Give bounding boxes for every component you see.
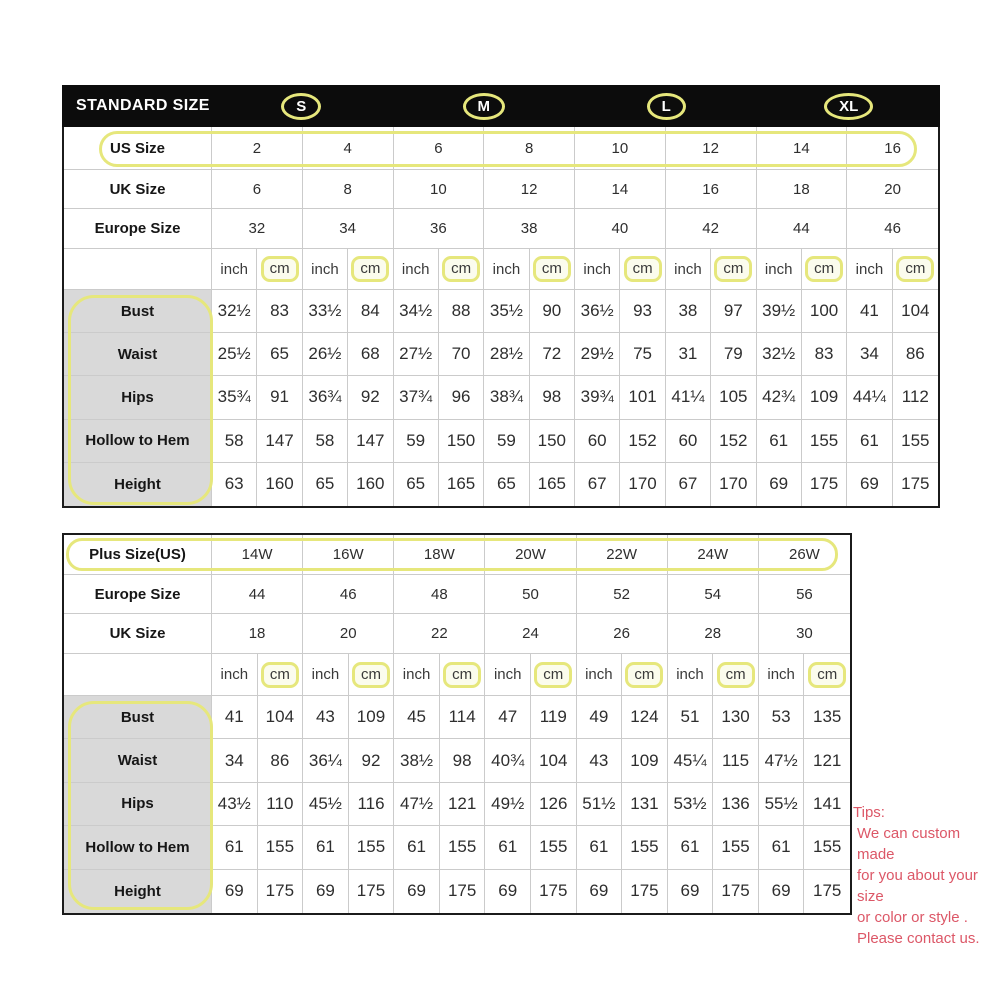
bust-inch-value: 36½ bbox=[575, 290, 620, 333]
height-cm-value: 175 bbox=[804, 870, 850, 913]
europe-size-value: 38 bbox=[484, 209, 575, 249]
height-cm-value: 165 bbox=[530, 463, 575, 506]
cm-highlight-box: cm bbox=[534, 662, 572, 688]
hollow-to-hem-inch-value: 61 bbox=[303, 826, 349, 869]
hollow-to-hem-cm-value: 147 bbox=[257, 420, 302, 463]
cm-unit-cell bbox=[622, 654, 668, 696]
tips-lines bbox=[853, 823, 999, 949]
bust-inch-value: 39½ bbox=[757, 290, 802, 333]
cm-unit-cell bbox=[620, 249, 665, 290]
waist-inch-value: 29½ bbox=[575, 333, 620, 376]
europe-size-value: 46 bbox=[303, 575, 394, 614]
hollow-to-hem-cm-value: 150 bbox=[439, 420, 484, 463]
hollow-to-hem-inch-value: 60 bbox=[575, 420, 620, 463]
inch-unit-label: inch bbox=[577, 654, 623, 696]
waist-inch-value: 26½ bbox=[303, 333, 348, 376]
us-size-value: 6 bbox=[394, 127, 485, 170]
bust-cm-value: 97 bbox=[711, 290, 756, 333]
row-label-waist: Waist bbox=[64, 333, 212, 376]
bust-inch-value: 33½ bbox=[303, 290, 348, 333]
hollow-to-hem-cm-value: 155 bbox=[440, 826, 486, 869]
inch-unit-label: inch bbox=[668, 654, 714, 696]
bust-inch-value: 43 bbox=[303, 696, 349, 739]
standard-size-table bbox=[62, 85, 940, 508]
cm-unit-cell bbox=[531, 654, 577, 696]
uk-size-value: 18 bbox=[757, 170, 848, 209]
height-inch-value: 69 bbox=[577, 870, 623, 913]
inch-unit-label: inch bbox=[212, 654, 258, 696]
europe-size-value: 34 bbox=[303, 209, 394, 249]
bust-cm-value: 83 bbox=[257, 290, 302, 333]
height-inch-value: 67 bbox=[575, 463, 620, 506]
bust-cm-value: 135 bbox=[804, 696, 850, 739]
inch-unit-label: inch bbox=[394, 249, 439, 290]
size-group-badges bbox=[210, 93, 940, 120]
waist-cm-value: 65 bbox=[257, 333, 302, 376]
unit-row-label bbox=[64, 249, 212, 290]
bust-inch-value: 41 bbox=[847, 290, 892, 333]
height-cm-value: 170 bbox=[711, 463, 756, 506]
hips-inch-value: 35¾ bbox=[212, 376, 257, 419]
us-size-value: 12 bbox=[666, 127, 757, 170]
height-cm-value: 175 bbox=[802, 463, 847, 506]
hollow-to-hem-cm-value: 147 bbox=[348, 420, 393, 463]
size-group-l bbox=[575, 93, 758, 120]
inch-unit-label: inch bbox=[303, 249, 348, 290]
height-cm-value: 175 bbox=[622, 870, 668, 913]
cm-unit-cell bbox=[348, 249, 393, 290]
cm-unit-cell bbox=[893, 249, 938, 290]
inch-unit-label: inch bbox=[666, 249, 711, 290]
waist-cm-value: 68 bbox=[348, 333, 393, 376]
standard-size-grid bbox=[62, 127, 940, 508]
hips-inch-value: 53½ bbox=[668, 783, 714, 826]
us-size-value: 8 bbox=[484, 127, 575, 170]
height-inch-value: 65 bbox=[303, 463, 348, 506]
uk-size-value: 20 bbox=[847, 170, 938, 209]
height-cm-value: 175 bbox=[893, 463, 938, 506]
plus-size-us-value: 24W bbox=[668, 535, 759, 575]
plus-size-grid bbox=[62, 533, 852, 915]
uk-size-value: 18 bbox=[212, 614, 303, 654]
row-label-plus-size-us: Plus Size(US) bbox=[64, 535, 212, 575]
hips-cm-value: 141 bbox=[804, 783, 850, 826]
waist-inch-value: 32½ bbox=[757, 333, 802, 376]
standard-size-header-banner bbox=[62, 85, 940, 127]
cm-highlight-box: cm bbox=[896, 256, 934, 282]
size-group-s bbox=[210, 93, 393, 120]
bust-cm-value: 88 bbox=[439, 290, 484, 333]
hips-cm-value: 101 bbox=[620, 376, 665, 419]
size-group-xl bbox=[758, 93, 941, 120]
height-inch-value: 69 bbox=[847, 463, 892, 506]
height-cm-value: 175 bbox=[713, 870, 759, 913]
uk-size-value: 6 bbox=[212, 170, 303, 209]
height-cm-value: 175 bbox=[258, 870, 304, 913]
tips-line: for you about your size bbox=[857, 867, 978, 905]
hollow-to-hem-cm-value: 155 bbox=[622, 826, 668, 869]
bust-cm-value: 84 bbox=[348, 290, 393, 333]
row-label-uk-size: UK Size bbox=[64, 614, 212, 654]
cm-unit-cell bbox=[713, 654, 759, 696]
hollow-to-hem-cm-value: 152 bbox=[711, 420, 756, 463]
waist-cm-value: 92 bbox=[349, 739, 395, 782]
cm-highlight-box: cm bbox=[261, 256, 299, 282]
row-label-uk-size: UK Size bbox=[64, 170, 212, 209]
cm-highlight-box: cm bbox=[624, 256, 662, 282]
cm-unit-cell bbox=[440, 654, 486, 696]
waist-cm-value: 115 bbox=[713, 739, 759, 782]
waist-inch-value: 45¼ bbox=[668, 739, 714, 782]
hips-inch-value: 39¾ bbox=[575, 376, 620, 419]
us-size-value: 4 bbox=[303, 127, 394, 170]
height-cm-value: 175 bbox=[349, 870, 395, 913]
bust-inch-value: 53 bbox=[759, 696, 805, 739]
inch-unit-label: inch bbox=[484, 249, 529, 290]
bust-cm-value: 114 bbox=[440, 696, 486, 739]
plus-size-us-value: 22W bbox=[577, 535, 668, 575]
bust-cm-value: 93 bbox=[620, 290, 665, 333]
europe-size-value: 52 bbox=[577, 575, 668, 614]
bust-inch-value: 41 bbox=[212, 696, 258, 739]
hips-cm-value: 109 bbox=[802, 376, 847, 419]
us-size-value: 2 bbox=[212, 127, 303, 170]
size-badge-xl-oval: XL bbox=[824, 93, 873, 120]
height-cm-value: 175 bbox=[440, 870, 486, 913]
bust-cm-value: 119 bbox=[531, 696, 577, 739]
waist-inch-value: 34 bbox=[847, 333, 892, 376]
waist-cm-value: 109 bbox=[622, 739, 668, 782]
bust-cm-value: 109 bbox=[349, 696, 395, 739]
hollow-to-hem-inch-value: 61 bbox=[394, 826, 440, 869]
hollow-to-hem-cm-value: 155 bbox=[349, 826, 395, 869]
size-group-m bbox=[393, 93, 576, 120]
hollow-to-hem-inch-value: 61 bbox=[668, 826, 714, 869]
europe-size-value: 44 bbox=[757, 209, 848, 249]
row-label-waist: Waist bbox=[64, 739, 212, 782]
hips-inch-value: 55½ bbox=[759, 783, 805, 826]
height-inch-value: 67 bbox=[666, 463, 711, 506]
inch-unit-label: inch bbox=[303, 654, 349, 696]
bust-inch-value: 49 bbox=[577, 696, 623, 739]
europe-size-value: 42 bbox=[666, 209, 757, 249]
hips-cm-value: 121 bbox=[440, 783, 486, 826]
row-label-hips: Hips bbox=[64, 783, 212, 826]
hips-inch-value: 36¾ bbox=[303, 376, 348, 419]
height-cm-value: 160 bbox=[257, 463, 302, 506]
height-inch-value: 69 bbox=[668, 870, 714, 913]
hips-cm-value: 131 bbox=[622, 783, 668, 826]
waist-cm-value: 79 bbox=[711, 333, 756, 376]
hollow-to-hem-cm-value: 155 bbox=[804, 826, 850, 869]
hips-cm-value: 92 bbox=[348, 376, 393, 419]
size-badge-s-oval: S bbox=[281, 93, 321, 120]
bust-inch-value: 32½ bbox=[212, 290, 257, 333]
europe-size-value: 44 bbox=[212, 575, 303, 614]
hips-inch-value: 42¾ bbox=[757, 376, 802, 419]
height-inch-value: 69 bbox=[212, 870, 258, 913]
hollow-to-hem-cm-value: 150 bbox=[530, 420, 575, 463]
uk-size-value: 20 bbox=[303, 614, 394, 654]
row-label-europe-size: Europe Size bbox=[64, 209, 212, 249]
uk-size-value: 10 bbox=[394, 170, 485, 209]
hollow-to-hem-inch-value: 61 bbox=[485, 826, 531, 869]
hollow-to-hem-cm-value: 155 bbox=[893, 420, 938, 463]
waist-cm-value: 86 bbox=[893, 333, 938, 376]
hips-cm-value: 126 bbox=[531, 783, 577, 826]
cm-unit-cell bbox=[711, 249, 756, 290]
row-label-height: Height bbox=[64, 870, 212, 913]
hollow-to-hem-inch-value: 59 bbox=[484, 420, 529, 463]
bust-cm-value: 104 bbox=[258, 696, 304, 739]
waist-cm-value: 72 bbox=[530, 333, 575, 376]
height-inch-value: 69 bbox=[759, 870, 805, 913]
row-label-europe-size: Europe Size bbox=[64, 575, 212, 614]
hips-inch-value: 37¾ bbox=[394, 376, 439, 419]
uk-size-value: 24 bbox=[485, 614, 576, 654]
hollow-to-hem-inch-value: 61 bbox=[759, 826, 805, 869]
row-label-hollow-to-hem: Hollow to Hem bbox=[64, 420, 212, 463]
europe-size-value: 36 bbox=[394, 209, 485, 249]
bust-inch-value: 35½ bbox=[484, 290, 529, 333]
row-label-hollow-to-hem: Hollow to Hem bbox=[64, 826, 212, 869]
cm-highlight-box: cm bbox=[717, 662, 755, 688]
inch-unit-label: inch bbox=[759, 654, 805, 696]
hips-inch-value: 47½ bbox=[394, 783, 440, 826]
plus-size-us-value: 26W bbox=[759, 535, 850, 575]
cm-highlight-box: cm bbox=[351, 256, 389, 282]
cm-unit-cell bbox=[258, 654, 304, 696]
height-cm-value: 165 bbox=[439, 463, 484, 506]
hollow-to-hem-cm-value: 155 bbox=[802, 420, 847, 463]
hips-inch-value: 49½ bbox=[485, 783, 531, 826]
waist-cm-value: 75 bbox=[620, 333, 665, 376]
europe-size-value: 32 bbox=[212, 209, 303, 249]
tips-title: Tips: bbox=[853, 804, 885, 821]
size-badge-l-oval: L bbox=[647, 93, 686, 120]
row-label-us-size: US Size bbox=[64, 127, 212, 170]
us-size-value: 16 bbox=[847, 127, 938, 170]
hollow-to-hem-inch-value: 61 bbox=[212, 826, 258, 869]
size-badge-m-oval: M bbox=[463, 93, 506, 120]
hollow-to-hem-inch-value: 61 bbox=[757, 420, 802, 463]
waist-inch-value: 43 bbox=[577, 739, 623, 782]
bust-cm-value: 100 bbox=[802, 290, 847, 333]
waist-cm-value: 70 bbox=[439, 333, 484, 376]
bust-cm-value: 124 bbox=[622, 696, 668, 739]
hollow-to-hem-cm-value: 155 bbox=[531, 826, 577, 869]
uk-size-value: 12 bbox=[484, 170, 575, 209]
unit-row-label bbox=[64, 654, 212, 696]
cm-highlight-box: cm bbox=[714, 256, 752, 282]
height-inch-value: 69 bbox=[485, 870, 531, 913]
hollow-to-hem-cm-value: 155 bbox=[258, 826, 304, 869]
cm-highlight-box: cm bbox=[805, 256, 843, 282]
plus-size-us-value: 18W bbox=[394, 535, 485, 575]
height-inch-value: 69 bbox=[757, 463, 802, 506]
cm-highlight-box: cm bbox=[808, 662, 846, 688]
waist-inch-value: 38½ bbox=[394, 739, 440, 782]
height-inch-value: 69 bbox=[303, 870, 349, 913]
uk-size-value: 14 bbox=[575, 170, 666, 209]
plus-size-us-value: 14W bbox=[212, 535, 303, 575]
height-cm-value: 170 bbox=[620, 463, 665, 506]
hips-cm-value: 116 bbox=[349, 783, 395, 826]
uk-size-value: 30 bbox=[759, 614, 850, 654]
europe-size-value: 48 bbox=[394, 575, 485, 614]
hips-cm-value: 136 bbox=[713, 783, 759, 826]
hips-cm-value: 96 bbox=[439, 376, 484, 419]
row-label-bust: Bust bbox=[64, 696, 212, 739]
bust-inch-value: 45 bbox=[394, 696, 440, 739]
hips-inch-value: 44¼ bbox=[847, 376, 892, 419]
uk-size-value: 22 bbox=[394, 614, 485, 654]
tips-line: Please contact us. bbox=[857, 930, 980, 947]
cm-highlight-box: cm bbox=[261, 662, 299, 688]
tips-note bbox=[853, 802, 999, 949]
hips-cm-value: 105 bbox=[711, 376, 756, 419]
height-inch-value: 63 bbox=[212, 463, 257, 506]
hollow-to-hem-inch-value: 59 bbox=[394, 420, 439, 463]
height-cm-value: 160 bbox=[348, 463, 393, 506]
waist-cm-value: 121 bbox=[804, 739, 850, 782]
height-cm-value: 175 bbox=[531, 870, 577, 913]
cm-unit-cell bbox=[804, 654, 850, 696]
standard-size-title: STANDARD SIZE bbox=[76, 97, 210, 114]
europe-size-value: 46 bbox=[847, 209, 938, 249]
europe-size-value: 40 bbox=[575, 209, 666, 249]
waist-cm-value: 104 bbox=[531, 739, 577, 782]
waist-inch-value: 36¼ bbox=[303, 739, 349, 782]
cm-unit-cell bbox=[439, 249, 484, 290]
inch-unit-label: inch bbox=[757, 249, 802, 290]
hips-inch-value: 38¾ bbox=[484, 376, 529, 419]
height-inch-value: 69 bbox=[394, 870, 440, 913]
bust-cm-value: 130 bbox=[713, 696, 759, 739]
waist-cm-value: 98 bbox=[440, 739, 486, 782]
hips-inch-value: 45½ bbox=[303, 783, 349, 826]
inch-unit-label: inch bbox=[485, 654, 531, 696]
cm-unit-cell bbox=[349, 654, 395, 696]
waist-inch-value: 27½ bbox=[394, 333, 439, 376]
hollow-to-hem-inch-value: 58 bbox=[303, 420, 348, 463]
cm-highlight-box: cm bbox=[625, 662, 663, 688]
hollow-to-hem-inch-value: 61 bbox=[847, 420, 892, 463]
europe-size-value: 50 bbox=[485, 575, 576, 614]
cm-unit-cell bbox=[257, 249, 302, 290]
cm-highlight-box: cm bbox=[533, 256, 571, 282]
bust-cm-value: 104 bbox=[893, 290, 938, 333]
hollow-to-hem-cm-value: 152 bbox=[620, 420, 665, 463]
waist-inch-value: 34 bbox=[212, 739, 258, 782]
row-label-height: Height bbox=[64, 463, 212, 506]
uk-size-value: 28 bbox=[668, 614, 759, 654]
us-size-value: 14 bbox=[757, 127, 848, 170]
inch-unit-label: inch bbox=[847, 249, 892, 290]
waist-inch-value: 31 bbox=[666, 333, 711, 376]
cm-highlight-box: cm bbox=[442, 256, 480, 282]
hips-cm-value: 98 bbox=[530, 376, 575, 419]
hips-inch-value: 43½ bbox=[212, 783, 258, 826]
bust-inch-value: 47 bbox=[485, 696, 531, 739]
tips-line: or color or style . bbox=[857, 909, 968, 926]
bust-inch-value: 51 bbox=[668, 696, 714, 739]
europe-size-value: 56 bbox=[759, 575, 850, 614]
row-label-bust: Bust bbox=[64, 290, 212, 333]
plus-size-table bbox=[62, 533, 852, 915]
plus-size-us-value: 20W bbox=[485, 535, 576, 575]
waist-inch-value: 28½ bbox=[484, 333, 529, 376]
row-label-hips: Hips bbox=[64, 376, 212, 419]
waist-cm-value: 83 bbox=[802, 333, 847, 376]
hollow-to-hem-inch-value: 58 bbox=[212, 420, 257, 463]
waist-inch-value: 47½ bbox=[759, 739, 805, 782]
uk-size-value: 26 bbox=[577, 614, 668, 654]
inch-unit-label: inch bbox=[212, 249, 257, 290]
hollow-to-hem-inch-value: 61 bbox=[577, 826, 623, 869]
hollow-to-hem-inch-value: 60 bbox=[666, 420, 711, 463]
hips-inch-value: 41¼ bbox=[666, 376, 711, 419]
hollow-to-hem-cm-value: 155 bbox=[713, 826, 759, 869]
cm-unit-cell bbox=[802, 249, 847, 290]
waist-inch-value: 40¾ bbox=[485, 739, 531, 782]
europe-size-value: 54 bbox=[668, 575, 759, 614]
hips-inch-value: 51½ bbox=[577, 783, 623, 826]
cm-highlight-box: cm bbox=[352, 662, 390, 688]
uk-size-value: 16 bbox=[666, 170, 757, 209]
tips-line: We can custom made bbox=[857, 825, 961, 863]
us-size-value: 10 bbox=[575, 127, 666, 170]
bust-inch-value: 34½ bbox=[394, 290, 439, 333]
waist-inch-value: 25½ bbox=[212, 333, 257, 376]
inch-unit-label: inch bbox=[394, 654, 440, 696]
bust-cm-value: 90 bbox=[530, 290, 575, 333]
uk-size-value: 8 bbox=[303, 170, 394, 209]
height-inch-value: 65 bbox=[394, 463, 439, 506]
inch-unit-label: inch bbox=[575, 249, 620, 290]
height-inch-value: 65 bbox=[484, 463, 529, 506]
waist-cm-value: 86 bbox=[258, 739, 304, 782]
cm-unit-cell bbox=[530, 249, 575, 290]
hips-cm-value: 91 bbox=[257, 376, 302, 419]
bust-inch-value: 38 bbox=[666, 290, 711, 333]
cm-highlight-box: cm bbox=[443, 662, 481, 688]
hips-cm-value: 110 bbox=[258, 783, 304, 826]
plus-size-us-value: 16W bbox=[303, 535, 394, 575]
hips-cm-value: 112 bbox=[893, 376, 938, 419]
